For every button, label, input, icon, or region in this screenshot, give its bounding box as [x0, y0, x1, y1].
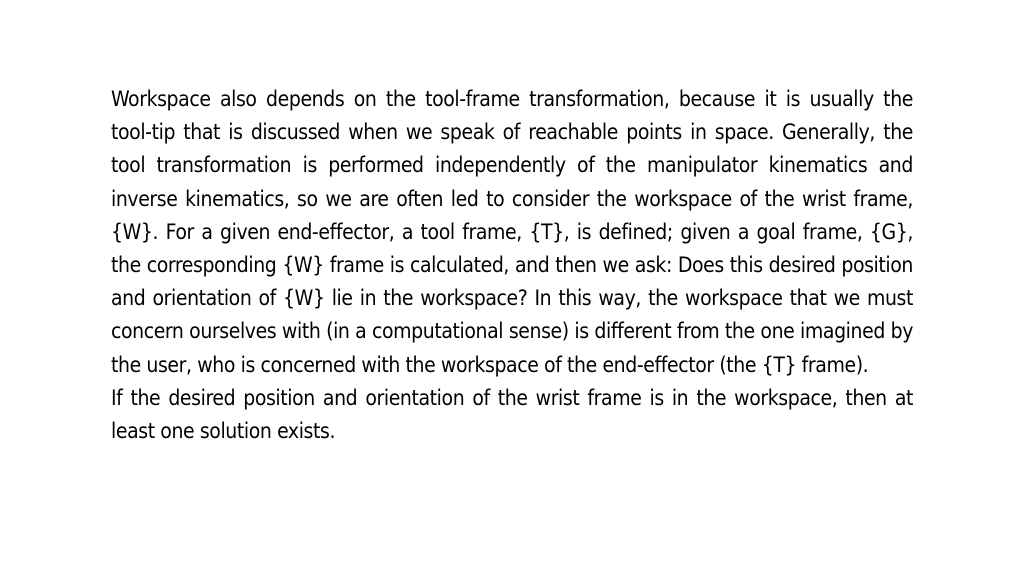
paragraph-solution-exists: If the desired position and orientation of the wrist frame is in the workspace, then at least one solution exists.	[111, 385, 913, 444]
paragraph-workspace-tool-frame: Workspace also depends on the tool-frame transformation, because it is usually the tool-tip that is discussed when we speak of reachable points in space. Generally, the tool transformation is performed independently of the manipulator kinematics and inverse kinematics, so we are often led to consider the workspace of the wrist frame, {W}. For a given end-effector, a tool frame, {T}, is defined; given a goal frame, {G}, the corresponding {W} frame is calculated, and then we ask: Does this desired position and orientation of {W} lie in the workspace? In this way, the workspace that we must concern ourselves with (in a computational sense) is different from the one imagined by the user, who is concerned with the workspace of the end-effector (the {T} frame).	[111, 87, 913, 377]
body-text	[111, 83, 913, 448]
